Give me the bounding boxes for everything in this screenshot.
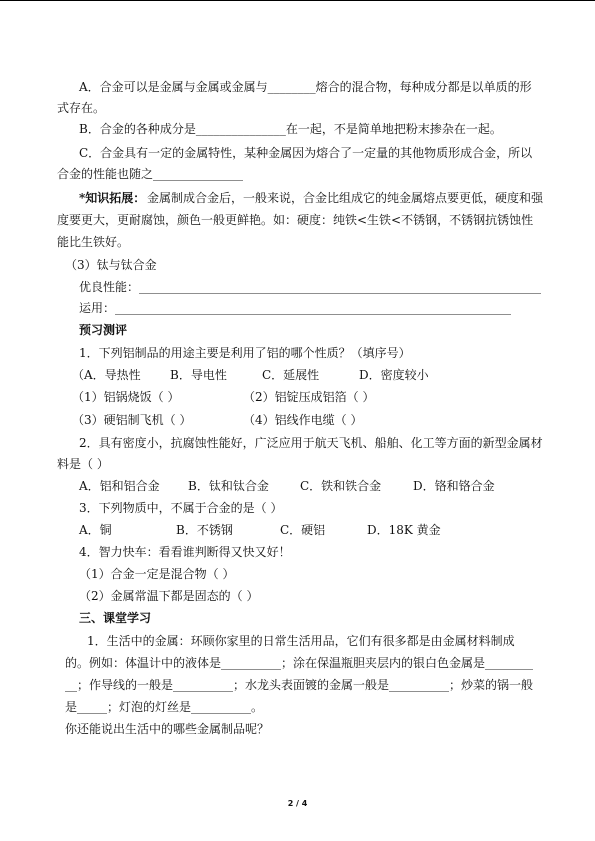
question-3: 3．下列物质中，不属于合金的是（ ） <box>79 501 283 515</box>
q2-option-d: D．铬和铬合金 <box>413 479 495 493</box>
question-1: 1．下列铝制品的用途主要是利用了铝的哪个性质？（填序号） <box>79 346 411 360</box>
section-classroom-learning-heading: 三、课堂学习 <box>79 611 152 625</box>
q1-option-d: D．密度较小 <box>359 368 429 382</box>
question-2-cont: 料是（ ） <box>57 457 109 471</box>
classroom-q1-line2: 的。例如：体温计中的液体是__________；涂在保温瓶胆夹层内的银白色金属是________ <box>65 656 534 670</box>
q3-option-d: D．18K 黄金 <box>367 523 441 537</box>
preview-quiz-heading: 预习测评 <box>79 323 128 337</box>
fill-applications: 运用：__________________________________________________________________ <box>79 301 512 315</box>
q1-item-3: （3）硬铝制飞机（ ） <box>72 413 192 427</box>
question-2: 2．具有密度小，抗腐蚀性能好，广泛应用于航天飞机、船舶、化工等方面的新型金属材 <box>79 436 543 450</box>
line-option-a: A．合金可以是金属与金属或金属与________熔合的混合物，每种成分都是以单质的形 <box>79 80 532 94</box>
line-option-c-cont: 合金的性能也随之_______________ <box>57 167 244 181</box>
classroom-q1-line4: 是_____；灯泡的灯丝是__________。 <box>65 700 264 714</box>
line-option-c: C．合金具有一定的金属特性，某种金属因为熔合了一定量的其他物质形成合金，所以 <box>79 146 533 160</box>
section-titanium-heading: （3）钛与钛合金 <box>65 258 157 272</box>
knowledge-extension-label: *知识拓展： <box>79 191 146 205</box>
fill-excellent-properties: 优良性能：___________________________________________________________________ <box>79 280 542 294</box>
q3-option-a: A．铜 <box>79 523 112 537</box>
knowledge-extension-text: 金属制成合金后，一般来说，合金比组成它的纯金属熔点要更低，硬度和强 <box>147 191 544 205</box>
classroom-q1-prompt: 你还能说出生活中的哪些金属制品呢？ <box>65 722 270 736</box>
q3-option-c: C．硬铝 <box>280 523 326 537</box>
q2-option-b: B．钛和钛合金 <box>188 479 269 493</box>
question-4: 4．智力快车：看看谁判断得又快又好！ <box>79 545 291 559</box>
q3-option-b: B．不锈钢 <box>176 523 233 537</box>
q1-option-b: B．导电性 <box>170 368 227 382</box>
q2-option-a: A．铝和铝合金 <box>79 479 160 493</box>
q1-item-4: （4）铝线作电缆（ ） <box>243 413 363 427</box>
q1-item-2: （2）铝锭压成铝箔（ ） <box>243 390 375 404</box>
top-border-line <box>0 0 595 1</box>
classroom-q1: 1．生活中的金属：环顾你家里的日常生活用品，它们有很多都是由金属材料制成 <box>87 634 515 648</box>
q1-item-1: （1）铝锅烧饭（ ） <box>72 390 180 404</box>
q4-item-2: （2）金属常温下都是固态的（ ） <box>79 589 259 603</box>
knowledge-extension-line2: 度要更大，更耐腐蚀，颜色一般更鲜艳。如：硬度：纯铁<生铁<不锈钢，不锈钢抗锈蚀性 <box>57 213 534 227</box>
q1-option-a: （A．导热性 <box>72 368 141 382</box>
q4-item-1: （1）合金一定是混合物（ ） <box>79 567 235 581</box>
line-option-a-cont: 式存在。 <box>57 101 106 115</box>
q1-option-c: C．延展性 <box>262 368 320 382</box>
q2-option-c: C．铁和铁合金 <box>300 479 382 493</box>
classroom-q1-line3: __；作导线的一般是__________；水龙头表面镀的金属一般是__________；炒菜的锅一般 <box>65 678 534 692</box>
knowledge-extension-line3: 能比生铁好。 <box>57 235 130 249</box>
line-option-b: B．合金的各种成分是_______________在一起，不是简单地把粉末掺杂在一起。 <box>79 122 502 136</box>
page-number: 2 / 4 <box>287 799 308 808</box>
